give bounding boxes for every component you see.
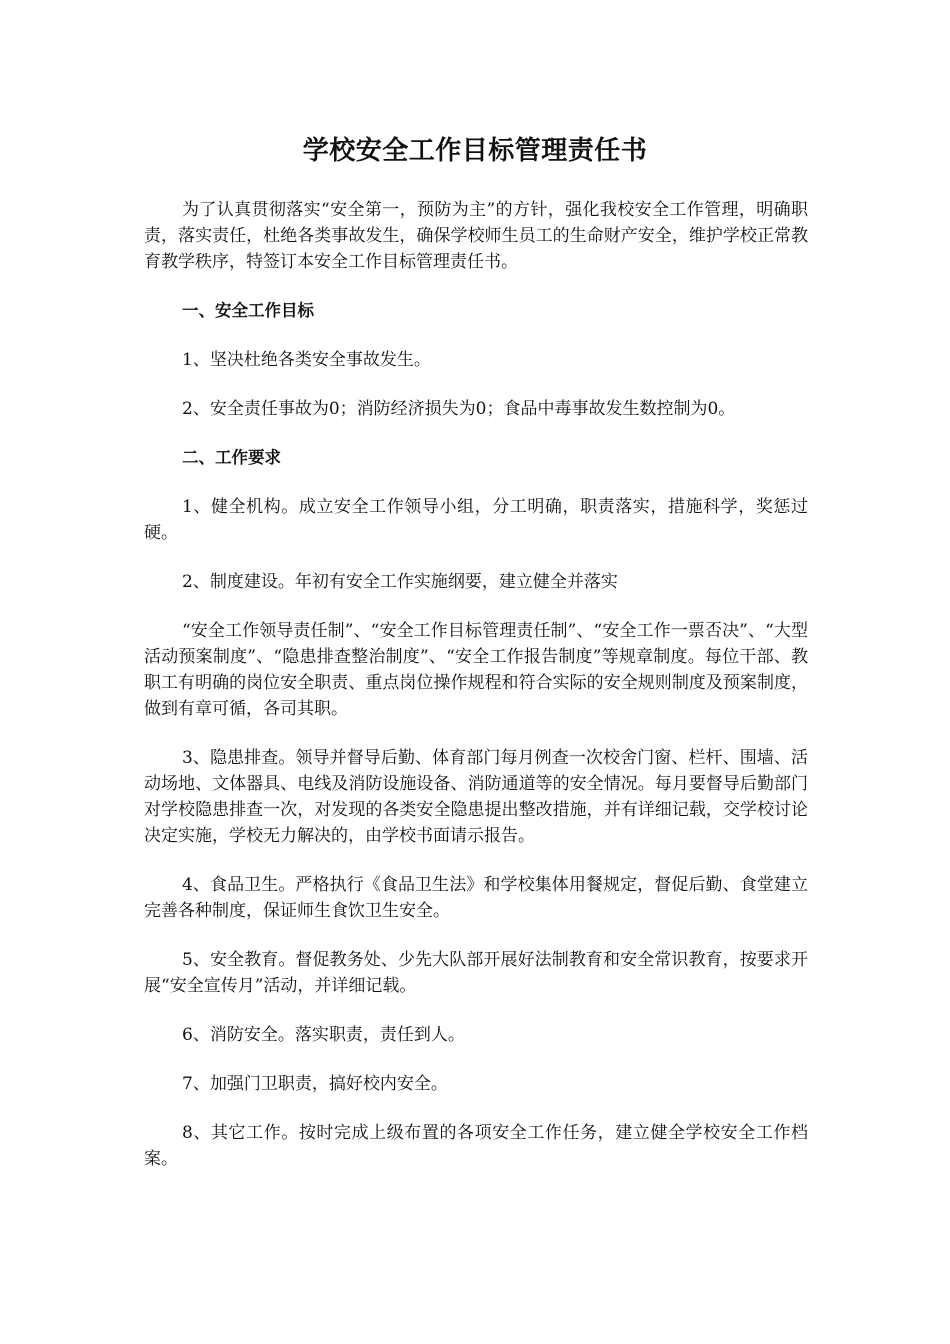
requirement-item-2-continued: “安全工作领导责任制”、“安全工作目标管理责任制”、“安全工作一票否决”、“大型活动预案制度”、“隐患排查整治制度”、“安全工作报告制度”等规章制度。每位干部、教职工有明确的岗位安全职责、重点岗位操作规程和符合实际的安全规则制度及预案制度，做到有章可循，各司其职。: [144, 621, 808, 719]
requirement-item-4: 4、食品卫生。严格执行《食品卫生法》和学校集体用餐规定，督促后勤、食堂建立完善各种制度，保证师生食饮卫生安全。: [144, 875, 808, 921]
requirement-item-2: 2、制度建设。年初有安全工作实施纲要，建立健全并落实: [182, 572, 618, 592]
section-heading-requirements: 二、工作要求: [182, 448, 281, 467]
requirement-item-8: 8、其它工作。按时完成上级布置的各项安全工作任务，建立健全学校安全工作档案。: [144, 1123, 808, 1169]
goal-item-1: 1、坚决杜绝各类安全事故发生。: [182, 350, 431, 370]
requirement-item-1: 1、健全机构。成立安全工作领导小组，分工明确，职责落实，措施科学，奖惩过硬。: [144, 497, 808, 543]
intro-paragraph: 为了认真贯彻落实“安全第一，预防为主”的方针，强化我校安全工作管理，明确职责，落实责任，杜绝各类事故发生，确保学校师生员工的生命财产安全，维护学校正常教育教学秩序，特签订本安全工作目标管理责任书。: [144, 200, 808, 272]
requirement-item-5: 5、安全教育。督促教务处、少先大队部开展好法制教育和安全常识教育，按要求开展“安全宣传月”活动，并详细记载。: [144, 950, 808, 996]
requirement-item-3: 3、隐患排查。领导并督导后勤、体育部门每月例查一次校舍门窗、栏杆、围墙、活动场地、文体器具、电线及消防设施设备、消防通道等的安全情况。每月要督导后勤部门对学校隐患排查一次，对发现的各类安全隐患提出整改措施，并有详细记载，交学校讨论决定实施，学校无力解决的，由学校书面请示报告。: [144, 748, 808, 846]
section-heading-goals: 一、安全工作目标: [182, 301, 314, 320]
document-body: [144, 197, 808, 1195]
requirement-item-6: 6、消防安全。落实职责，责任到人。: [182, 1025, 465, 1045]
goal-item-2: 2、安全责任事故为0；消防经济损失为0；食品中毒事故发生数控制为0。: [182, 399, 736, 419]
requirement-item-7: 7、加强门卫职责，搞好校内安全。: [182, 1074, 448, 1094]
document-title: 学校安全工作目标管理责任书: [302, 136, 648, 166]
